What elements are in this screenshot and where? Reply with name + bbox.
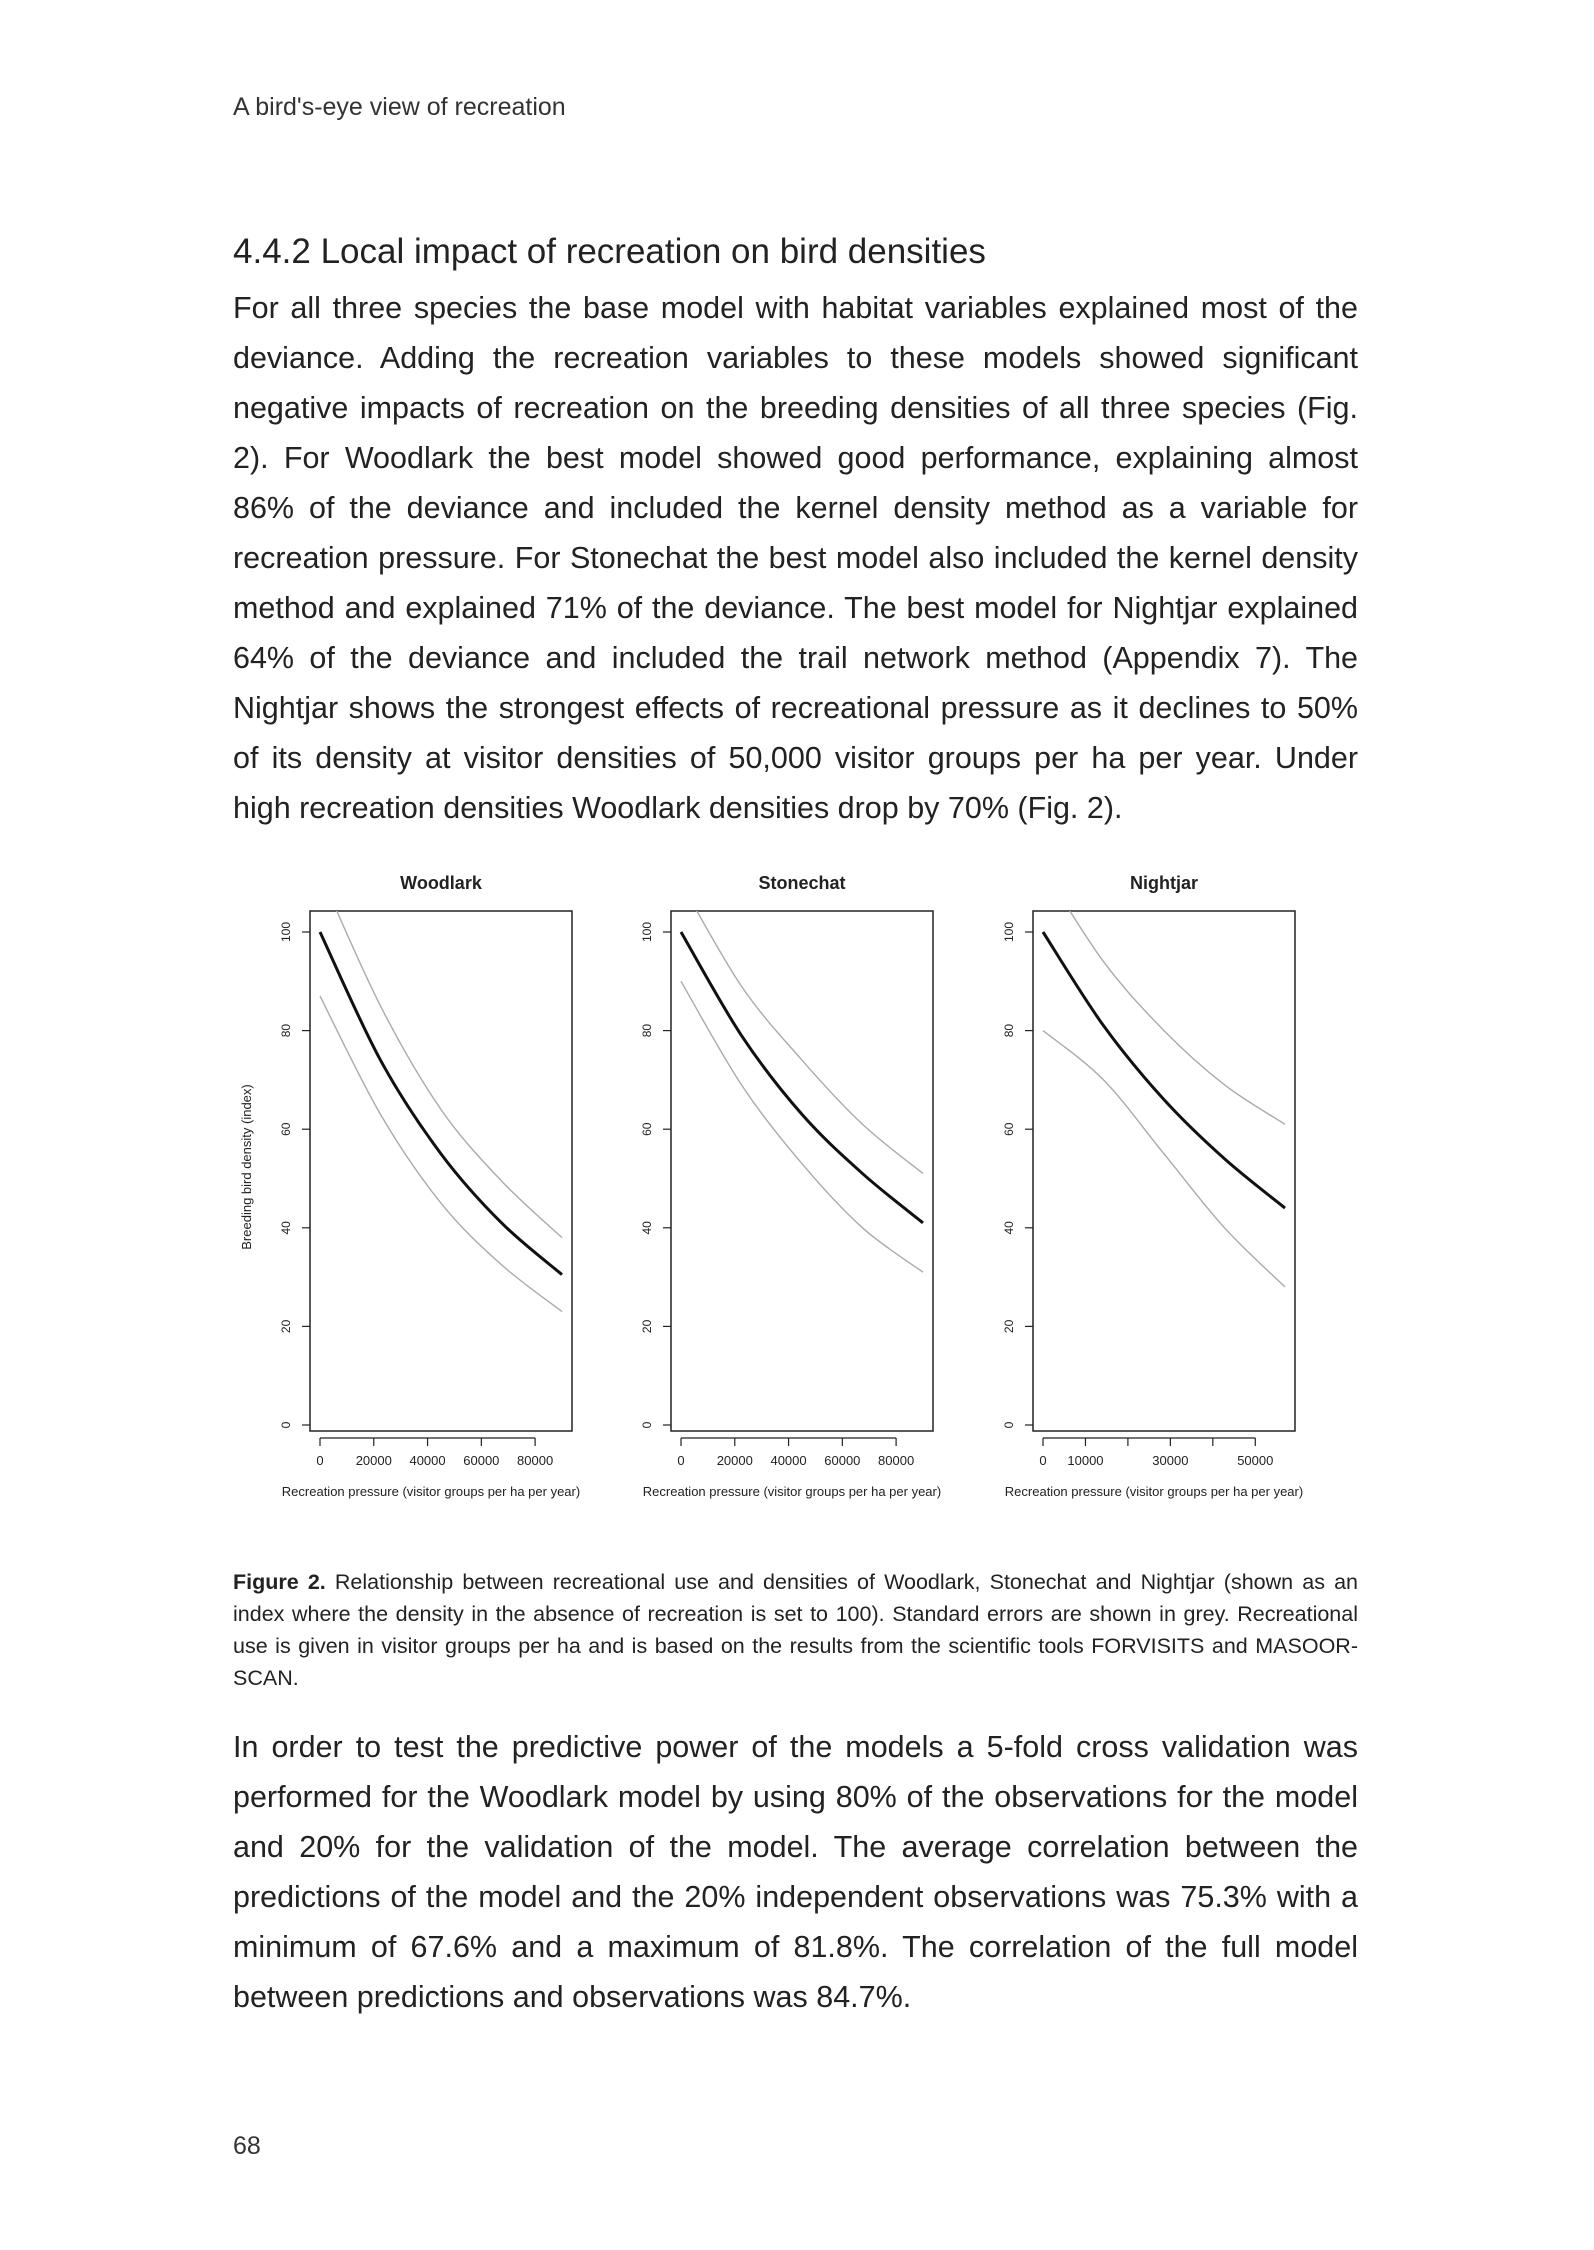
- nightjar-x-tick-label: 0: [1039, 1453, 1047, 1468]
- woodlark-x-tick-label: 80000: [517, 1453, 554, 1468]
- stonechat-x-tick-label: 20000: [716, 1453, 753, 1468]
- stonechat-y-tick-label: 60: [640, 1122, 654, 1136]
- woodlark-x-tick-label: 20000: [355, 1453, 392, 1468]
- stonechat-y-tick-label: 40: [640, 1221, 654, 1235]
- nightjar-upper-se-line: [1043, 868, 1285, 1124]
- body-paragraph-2: In order to test the predictive power of the models a 5-fold cross validation was performed for the Woodlark model by using 80% of the observations for the model and 20% for the validation of the model. The average correlation between the predictions of the model and the 20% independent observations was 75.3% with a minimum of 67.6% and a maximum of 81.8%. The correlation of the full model between predictions and observations was 84.7%.: [233, 1730, 1358, 2014]
- nightjar-y-tick-label: 60: [1002, 1122, 1016, 1136]
- stonechat-chart-title: Stonechat: [758, 873, 846, 893]
- nightjar-x-axis-label: Recreation pressure (visitor groups per ha per year): [1004, 1484, 1304, 1499]
- figure-caption-label: Figure 2.: [233, 1570, 326, 1594]
- stonechat-upper-se-line: [681, 883, 923, 1174]
- nightjar-y-tick-label: 40: [1002, 1221, 1016, 1235]
- stonechat-estimate-line: [681, 932, 923, 1223]
- nightjar-x-tick-label: 50000: [1237, 1453, 1274, 1468]
- stonechat-y-tick-label: 100: [640, 921, 654, 943]
- nightjar-y-tick-label: 0: [1002, 1421, 1016, 1429]
- running-head: A bird's-eye view of recreation: [233, 93, 566, 121]
- woodlark-y-axis-label: Breeding bird density (index): [239, 1084, 254, 1250]
- woodlark-upper-se-line: [320, 873, 562, 1238]
- nightjar-x-tick-label: 10000: [1067, 1453, 1104, 1468]
- stonechat-plot-frame: [671, 911, 933, 1431]
- stonechat-x-tick-label: 80000: [878, 1453, 915, 1468]
- woodlark-x-tick-label: 40000: [409, 1453, 446, 1468]
- woodlark-x-axis-label: Recreation pressure (visitor groups per ha per year): [281, 1484, 581, 1499]
- figure-2-charts: [233, 862, 1358, 1520]
- figure-2: [233, 862, 1358, 1520]
- nightjar-lower-se-line: [1043, 1031, 1285, 1287]
- section-heading: 4.4.2 Local impact of recreation on bird densities: [233, 232, 986, 271]
- woodlark-y-tick-label: 0: [279, 1421, 293, 1429]
- woodlark-x-tick-label: 0: [316, 1453, 324, 1468]
- nightjar-y-tick-label: 100: [1002, 921, 1016, 943]
- woodlark-chart-title: Woodlark: [400, 873, 482, 893]
- stonechat-x-tick-label: 0: [677, 1453, 685, 1468]
- stonechat-y-tick-label: 20: [640, 1319, 654, 1334]
- nightjar-y-tick-label: 80: [1002, 1023, 1016, 1038]
- nightjar-plot-frame: [1033, 911, 1295, 1431]
- stonechat-x-axis-label: Recreation pressure (visitor groups per ha per year): [642, 1484, 942, 1499]
- woodlark-plot-frame: [310, 911, 572, 1431]
- body-paragraph-1: For all three species the base model with habitat variables explained most of the deviance. Adding the recreation variables to these models showed significant negative impacts of recreation on the breeding densities of all three species (Fig. 2). For Woodlark the best model showed good performance, explaining almost 86% of the deviance and included the kernel density method as a variable for recreation pressure. For Stonechat the best model also included the kernel density method and explained 71% of the deviance. The best model for Nightjar explained 64% of the deviance and included the trail network method (Appendix 7). The Nightjar shows the strongest effects of recreational pressure as it declines to 50% of its density at visitor densities of 50,000 visitor groups per ha per year. Under high recreation densities Woodlark densities drop by 70% (Fig. 2).: [233, 291, 1358, 825]
- nightjar-y-tick-label: 20: [1002, 1319, 1016, 1334]
- figure-caption: [233, 1566, 1358, 1694]
- woodlark-estimate-line: [320, 932, 562, 1275]
- woodlark-y-tick-label: 100: [279, 921, 293, 943]
- nightjar-chart-title: Nightjar: [1129, 873, 1199, 893]
- woodlark-y-tick-label: 40: [279, 1221, 293, 1235]
- woodlark-y-tick-label: 20: [279, 1319, 293, 1334]
- woodlark-y-tick-label: 60: [279, 1122, 293, 1136]
- page-number: 68: [233, 2132, 261, 2160]
- woodlark-x-tick-label: 60000: [463, 1453, 500, 1468]
- stonechat-x-tick-label: 60000: [824, 1453, 861, 1468]
- nightjar-x-tick-label: 30000: [1152, 1453, 1189, 1468]
- stonechat-x-tick-label: 40000: [770, 1453, 807, 1468]
- figure-caption-text: Relationship between recreational use and densities of Woodlark, Stonechat and Nightjar (shown as an index where the density in the absence of recreation is set to 100). Standard errors are shown in grey. Recreational use is given in visitor groups per ha and is based on the results from the scientific tools FORVISITS and MASOOR-SCAN.: [233, 1570, 1358, 1690]
- stonechat-y-tick-label: 0: [640, 1421, 654, 1429]
- stonechat-y-tick-label: 80: [640, 1023, 654, 1038]
- nightjar-estimate-line: [1043, 932, 1285, 1208]
- stonechat-lower-se-line: [681, 981, 923, 1272]
- woodlark-y-tick-label: 80: [279, 1023, 293, 1038]
